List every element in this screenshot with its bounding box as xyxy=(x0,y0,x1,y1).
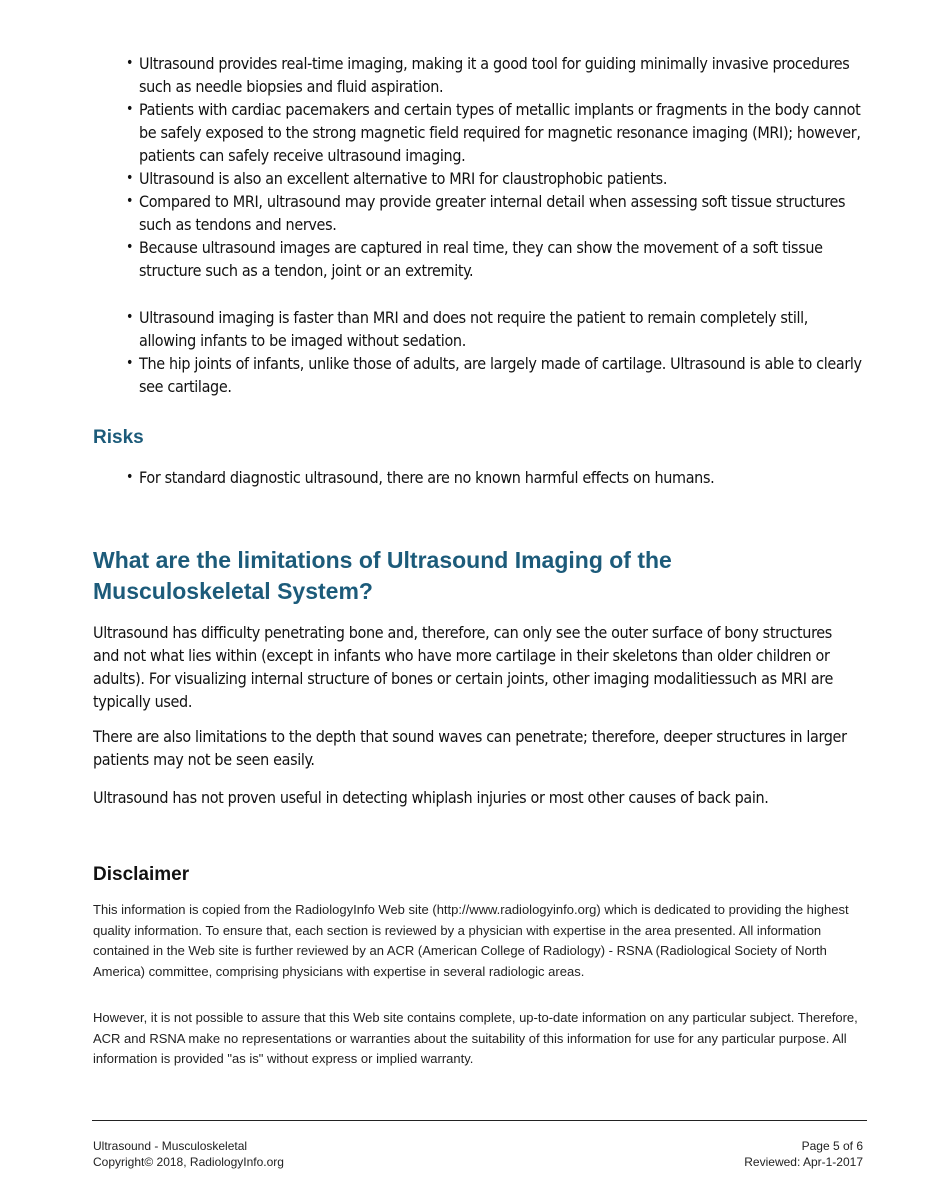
footer-copyright: Copyright© 2018, RadiologyInfo.org xyxy=(93,1155,284,1169)
list-item: • For standard diagnostic ultrasound, there are no known harmful effects on humans. xyxy=(125,466,865,489)
risks-list xyxy=(125,466,865,489)
limitations-paragraph: Ultrasound has not proven useful in detecting whiplash injuries or most other causes of back pain. xyxy=(93,788,769,807)
footer-left xyxy=(93,1138,284,1170)
list-item: • Ultrasound provides real-time imaging, making it a good tool for guiding minimally invasive procedures such as needle biopsies and fluid aspiration. xyxy=(125,52,865,98)
list-item: • The hip joints of infants, unlike those of adults, are largely made of cartilage. Ultrasound is able to clearly see cartilage. xyxy=(125,352,865,398)
list-item: • Compared to MRI, ultrasound may provide greater internal detail when assessing soft tissue structures such as tendons and nerves. xyxy=(125,190,865,236)
footer-page-number: Page 5 of 6 xyxy=(801,1139,863,1153)
limitations-heading: What are the limitations of Ultrasound Imaging of the Musculoskeletal System? xyxy=(93,547,672,604)
limitations-paragraph: Ultrasound has difficulty penetrating bone and, therefore, can only see the outer surface of bony structures and not what lies within (except in infants who have more cartilage in their skeletons than older children or adults). For visualizing internal structure of bones or certain joints, other imaging modalitiessuch as MRI are typically used. xyxy=(93,623,834,711)
disclaimer-heading: Disclaimer xyxy=(93,864,190,885)
list-item: • Patients with cardiac pacemakers and certain types of metallic implants or fragments in the body cannot be safely exposed to the strong magnetic field required for magnetic resonance imaging (MRI); however, patients can safely receive ultrasound imaging. xyxy=(125,98,865,167)
list-item: • Ultrasound imaging is faster than MRI and does not require the patient to remain completely still, allowing infants to be imaged without sedation. xyxy=(125,306,865,352)
footer-right xyxy=(744,1138,863,1170)
risks-heading: Risks xyxy=(93,427,144,448)
footer-reviewed-date: Reviewed: Apr-1-2017 xyxy=(744,1155,863,1169)
disclaimer-paragraph: However, it is not possible to assure that this Web site contains complete, up-to-date information on any particular subject. Therefore, ACR and RSNA make no representations or warranties about the suitability of this information for use for any particular purpose. All information is provided "as is" without express or implied warranty. xyxy=(93,1010,858,1066)
benefits-list xyxy=(125,52,865,282)
footer-doc-title: Ultrasound - Musculoskeletal xyxy=(93,1139,248,1153)
list-item: • Because ultrasound images are captured in real time, they can show the movement of a soft tissue structure such as a tendon, joint or an extremity. xyxy=(125,236,865,282)
footer-divider xyxy=(92,1120,867,1121)
benefits-list-continued xyxy=(125,306,865,398)
limitations-paragraph: There are also limitations to the depth that sound waves can penetrate; therefore, deeper structures in larger patients may not be seen easily. xyxy=(93,727,847,769)
disclaimer-paragraph: This information is copied from the RadiologyInfo Web site (http://www.radiologyinfo.org) which is dedicated to providing the highest quality information. To ensure that, each section is reviewed by a physician with expertise in the area presented. All information contained in the Web site is further reviewed by an ACR (American College of Radiology) - RSNA (Radiological Society of North America) committee, comprising physicians with expertise in several radiologic areas. xyxy=(93,902,849,979)
list-item: • Ultrasound is also an excellent alternative to MRI for claustrophobic patients. xyxy=(125,167,865,190)
